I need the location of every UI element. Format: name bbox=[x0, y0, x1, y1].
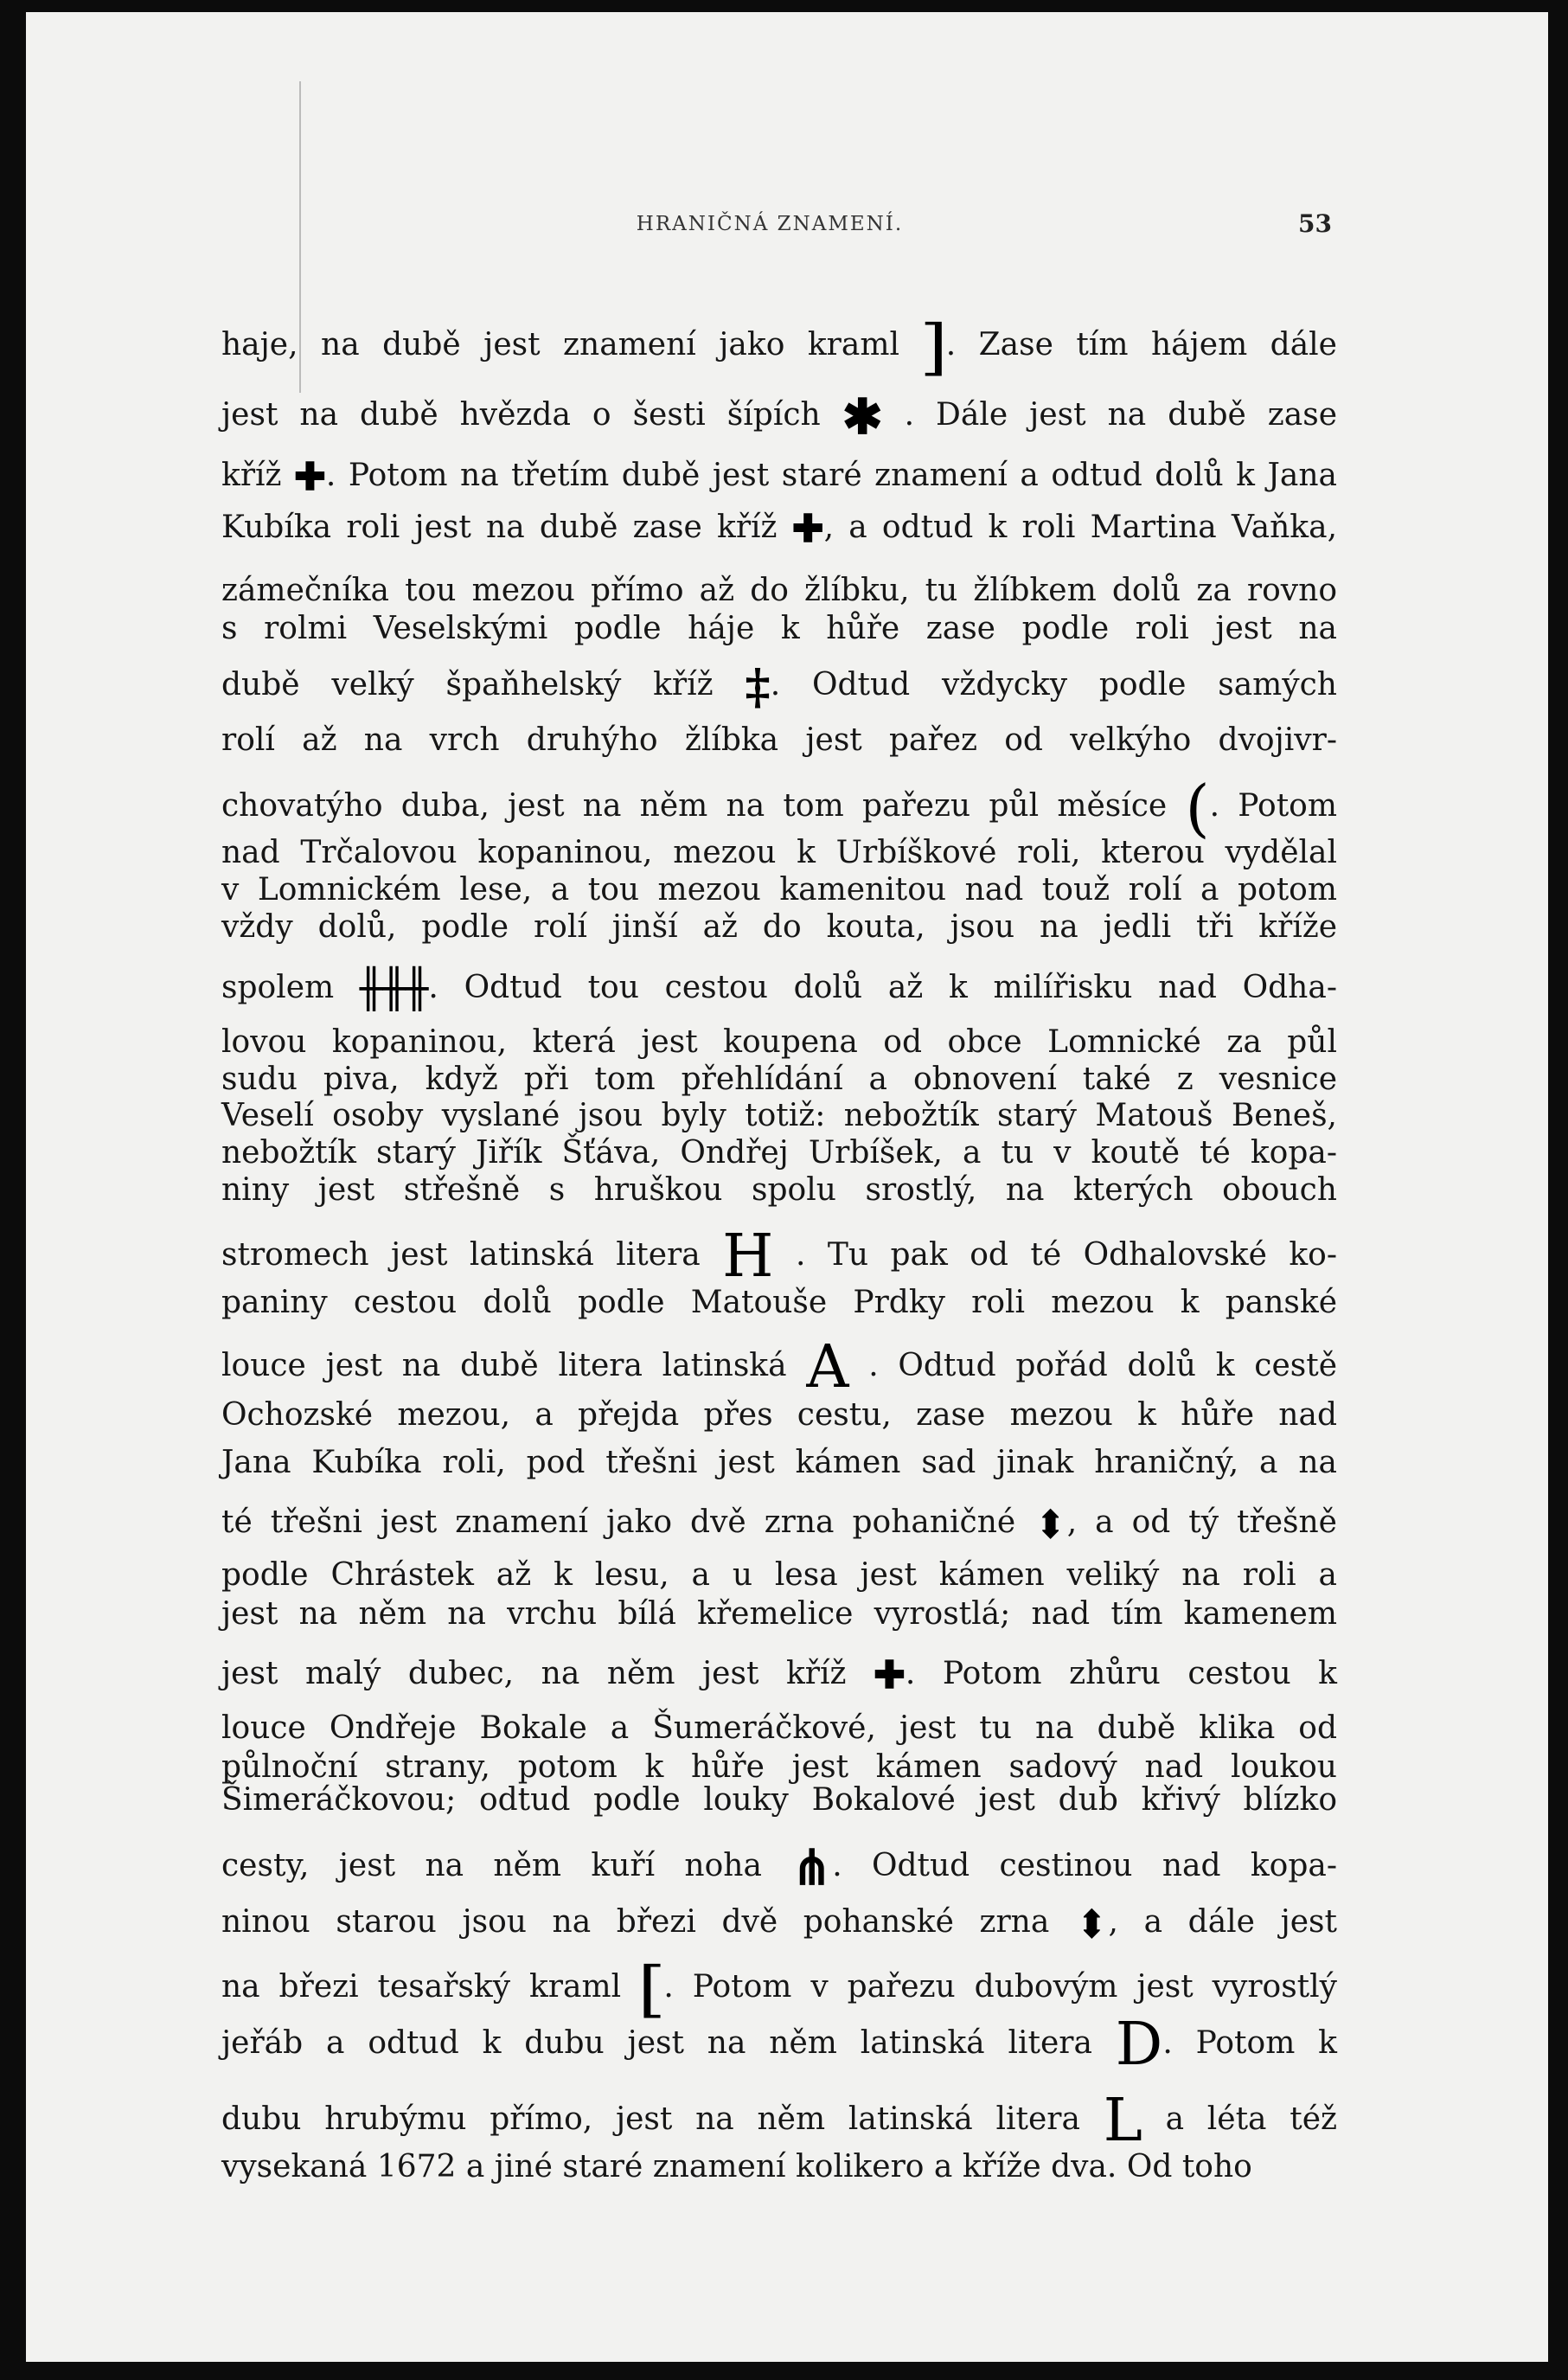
text-line: půlnoční strany, potom k hůře jest kámen sadový nad loukou bbox=[221, 1749, 1337, 1785]
text-line: té třešni jest znamení jako dvě zrna pohaničné ⬍, a od tý třešně bbox=[221, 1501, 1337, 1548]
letter-h-mark: H bbox=[722, 1222, 774, 1291]
text-line: Jana Kubíka roli, pod třešni jest kámen sad jinak hraničný, a na bbox=[221, 1445, 1337, 1480]
letter-l-mark: L bbox=[1103, 2087, 1142, 2155]
text-line: rolí až na vrch druhýho žlíbka jest pařez od velkýho dvojivr- bbox=[221, 722, 1337, 758]
six-pointed-star-icon: ✱ bbox=[842, 388, 883, 446]
text-line: stromech jest latinská litera H . Tu pak od té Odhalovské ko- bbox=[221, 1222, 1338, 1291]
body-text bbox=[221, 12, 1337, 2362]
text-line: s rolmi Veselskými podle háje k hůře zase podle roli jest na bbox=[221, 611, 1337, 646]
text-line: louce Ondřeje Bokale a Šumeráčkové, jest tu na dubě klika od bbox=[221, 1710, 1337, 1746]
text-line: Kubíka roli jest na dubě zase kříž ✚, a odtud k roli Martina Vaňka, bbox=[221, 507, 1338, 551]
book-page bbox=[26, 12, 1548, 2362]
text-line: na březi tesařský kraml [. Potom v pařezu dubovým jest vyrostlý bbox=[221, 1953, 1337, 2024]
text-line: zámečníka tou mezou přímo až do žlíbku, tu žlíbkem dolů za rovno bbox=[221, 573, 1337, 608]
letter-d-mark: D bbox=[1115, 2011, 1163, 2079]
cross-icon: ✚ bbox=[791, 507, 824, 551]
text-line: jest na dubě hvězda o šesti šípích ✱ . Dále jest na dubě zase bbox=[221, 388, 1337, 446]
cross-icon: ✚ bbox=[294, 455, 326, 499]
double-arrow-icon: ⬍ bbox=[1074, 1901, 1109, 1947]
running-title: HRANIČNÁ ZNAMENÍ. bbox=[636, 213, 904, 235]
text-line: chovatýho duba, jest na něm na tom pařezu půl měsíce (. Potom bbox=[221, 772, 1337, 844]
half-moon-icon: ( bbox=[1185, 772, 1210, 844]
text-line: louce jest na dubě litera latinská A . Odtud pořád dolů k cestě bbox=[221, 1333, 1337, 1402]
text-line: v Lomnickém lese, a tou mezou kamenitou nad touž rolí a potom bbox=[221, 872, 1337, 908]
tesarsky-kraml-icon: [ bbox=[637, 1953, 667, 2024]
kraml-bracket-icon: ] bbox=[919, 311, 949, 382]
cross-icon: ✚ bbox=[874, 1653, 906, 1697]
text-line: kříž ✚. Potom na třetím dubě jest staré znamení a odtud dolů k Jana bbox=[221, 455, 1337, 499]
chicken-foot-icon: ⋔ bbox=[791, 1839, 833, 1896]
text-line: nad Trčalovou kopaninou, mezou k Urbíškové roli, kterou vydělal bbox=[221, 835, 1337, 870]
text-line: Šimeráčkovou; odtud podle louky Bokalové jest dub křivý blízko bbox=[221, 1782, 1337, 1818]
text-line: ninou starou jsou na březi dvě pohanské zrna ⬍, a dále jest bbox=[221, 1901, 1337, 1947]
text-line: dubu hrubýmu přímo, jest na něm latinská litera L a léta též bbox=[221, 2087, 1337, 2155]
text-line: sudu piva, když při tom přehlídání a obnovení také z vesnice bbox=[221, 1062, 1337, 1097]
text-line: jeřáb a odtud k dubu jest na něm latinská litera D. Potom k bbox=[221, 2011, 1337, 2079]
text-line: podle Chrástek až k lesu, a u lesa jest kámen veliký na roli a bbox=[221, 1557, 1337, 1593]
spanish-cross-icon: ‡ bbox=[745, 658, 771, 715]
text-line: jest na něm na vrchu bílá křemelice vyrostlá; nad tím kamenem bbox=[221, 1596, 1337, 1632]
text-line: paniny cestou dolů podle Matouše Prdky roli mezou k panské bbox=[221, 1285, 1337, 1320]
text-line: lovou kopaninou, která jest koupena od obce Lomnické za půl bbox=[221, 1024, 1337, 1060]
text-line: dubě velký špaňhelský kříž ‡. Odtud vždycky podle samých bbox=[221, 658, 1337, 715]
page-number: 53 bbox=[1298, 209, 1332, 238]
text-line: Ochozské mezou, a přejda přes cestu, zase mezou k hůře nad bbox=[221, 1397, 1337, 1433]
text-line: cesty, jest na něm kuří noha ⋔. Odtud cestinou nad kopa- bbox=[221, 1839, 1337, 1896]
text-line: vysekaná 1672 a jiné staré znamení kolikero a kříže dva. Od toho bbox=[221, 2149, 1252, 2184]
text-line: niny jest střešně s hruškou spolu srostlý, na kterých obouch bbox=[221, 1172, 1337, 1208]
letter-a-mark: A bbox=[806, 1333, 849, 1402]
double-arrow-icon: ⬍ bbox=[1034, 1501, 1067, 1548]
text-line: jest malý dubec, na něm jest kříž ✚. Potom zhůru cestou k bbox=[221, 1653, 1337, 1697]
text-line: nebožtík starý Jiřík Šťáva, Ondřej Urbíšek, a tu v koutě té kopa- bbox=[221, 1135, 1337, 1171]
text-line: vždy dolů, podle rolí jinší až do kouta, jsou na jedli tři kříže bbox=[221, 909, 1337, 945]
three-crosses-icon: ╫╫╫ bbox=[359, 967, 429, 1011]
text-line: spolem ╫╫╫. Odtud tou cestou dolů až k milířisku nad Odha- bbox=[221, 967, 1337, 1011]
text-line: haje, na dubě jest znamení jako kraml ]. Zase tím hájem dále bbox=[221, 311, 1337, 382]
text-line: Veselí osoby vyslané jsou byly totiž: nebožtík starý Matouš Beneš, bbox=[221, 1098, 1337, 1133]
